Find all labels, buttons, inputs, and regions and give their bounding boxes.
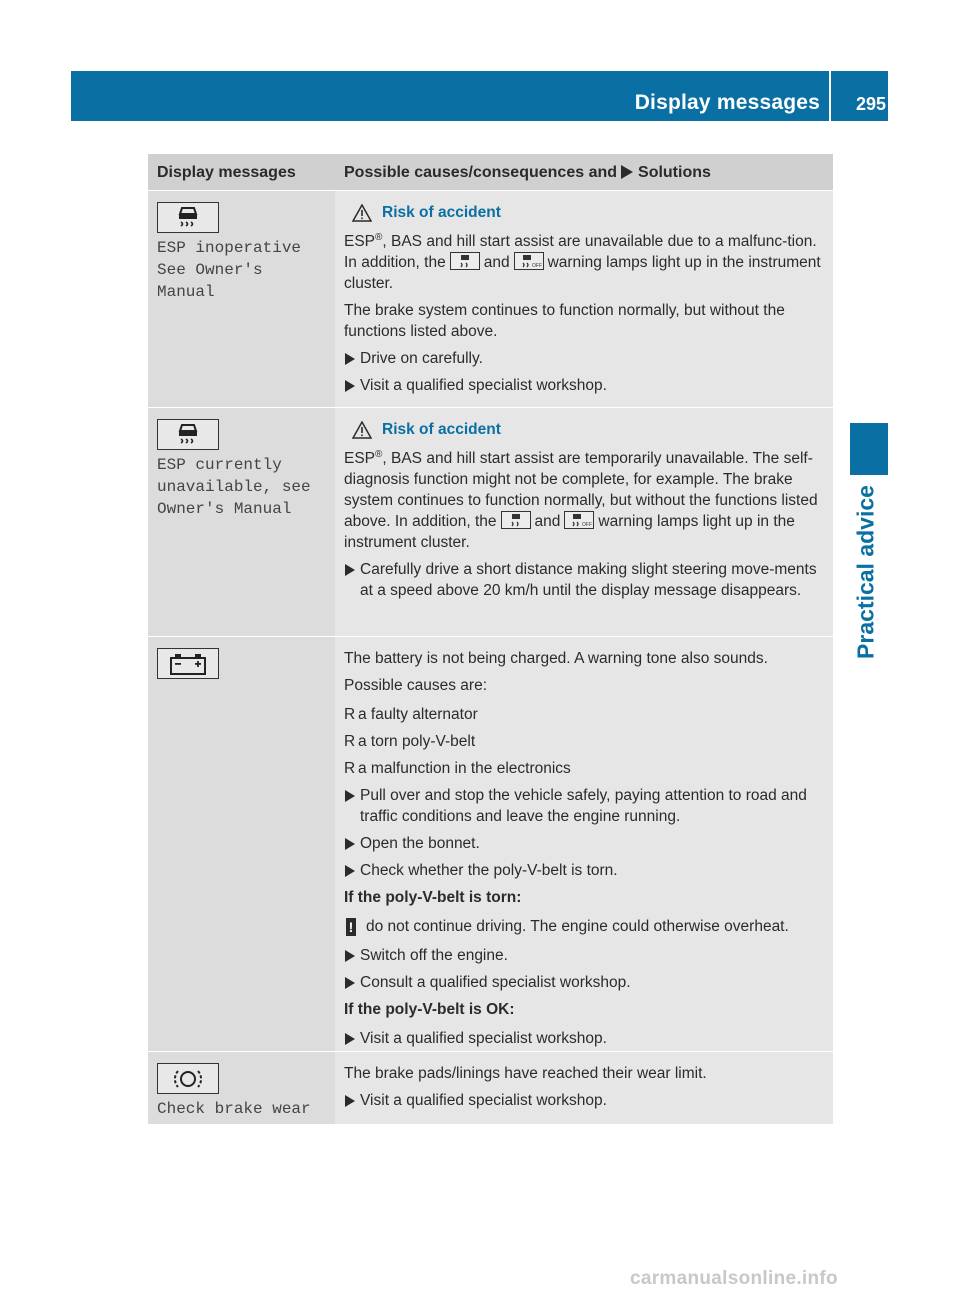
header-divider [829,71,831,121]
col-header-causes [337,162,833,183]
registered-mark: ® [375,231,383,243]
brake-wear-icon [157,1063,219,1094]
solution-cell [337,1052,833,1124]
table-row [148,1051,833,1124]
step-text: Drive on carefully. [360,350,483,367]
triangle-arrow-icon [621,165,633,179]
paragraph: The battery is not being charged. A warning tone also sounds. [344,650,768,667]
instruction-step [344,375,827,396]
table-row [148,407,833,636]
message-text [157,237,327,303]
step-arrow-icon [344,945,360,966]
instruction-step [344,833,827,854]
instruction-step [344,348,827,369]
text-span: warning lamps light up in the instrument cluster. [344,254,821,292]
step-text: Consult a qualified specialist workshop. [360,974,631,991]
text-span: , BAS and hill start assist are unavailable due to a malfunc-tion. In addition, the [344,233,817,271]
side-chapter-label [840,482,892,662]
step-text: Visit a qualified specialist workshop. [360,1092,607,1109]
warning-heading [352,419,827,440]
svg-text:OFF: OFF [531,263,542,269]
step-arrow-icon [344,1090,360,1111]
instruction-step [344,1028,827,1049]
step-text: Carefully drive a short distance making slight steering move-ments at a speed above 20 km/h until the display message disappears. [360,561,817,599]
list-item [344,731,827,752]
page-number: 295 [855,94,886,114]
bullet-mark: R [344,706,356,723]
esp-car-icon [501,511,531,529]
paragraph: The brake system continues to function normally, but without the functions listed above. [344,302,785,340]
step-arrow-icon [344,785,360,827]
esp-car-icon [450,252,480,270]
display-messages-table [148,154,833,1124]
warning-heading [352,202,827,223]
table-row [148,190,833,407]
col-header-solutions-label: Solutions [638,163,711,181]
instruction-step [344,785,827,827]
step-arrow-icon [344,833,360,854]
paragraph [344,231,827,294]
esp-off-icon [514,252,544,270]
step-arrow-icon [344,1028,360,1049]
instruction-step [344,559,827,601]
side-tab-marker [850,423,888,475]
bullet-mark: R [344,760,356,777]
paragraph: Possible causes are: [344,677,488,694]
text-span: warning lamps light up in the instrument cluster. [344,513,795,551]
message-line: See Owner's Manual [157,261,263,301]
step-arrow-icon [344,348,360,369]
esp-car-icon [157,202,219,233]
registered-mark: ® [375,448,383,460]
watermark: carmanualsonline.info [630,1268,838,1289]
message-cell [148,191,335,407]
page-header [71,71,888,121]
text-span: , BAS and hill start assist are temporarily unavailable. The self-diagnosis function might not be complete, for example. The brake system continues to function normally, but without the functions listed above. In addition, the [344,450,818,530]
paragraph [344,448,827,553]
paragraph: The brake pads/linings have reached their wear limit. [344,1065,707,1082]
col-header-causes-label: Possible causes/consequences and [344,163,618,181]
message-cell [148,637,335,1051]
list-item [344,704,827,725]
step-text: Open the bonnet. [360,835,480,852]
table-header [148,154,833,190]
side-chapter-text: Practical advice [852,485,879,659]
message-text [157,454,327,520]
instruction-step [344,945,827,966]
condition-heading: If the poly-V-belt is torn: [344,889,522,906]
list-item [344,758,827,779]
list-item-text: a torn poly-V-belt [358,733,476,750]
message-line: Check brake wear [157,1100,311,1118]
message-line: ESP currently [157,456,282,474]
text-esp: ESP [344,233,376,250]
warning-title: Risk of accident [382,204,501,221]
esp-car-icon [157,419,219,450]
message-line: unavailable, see [157,478,311,496]
step-text: Check whether the poly-V-belt is torn. [360,862,618,879]
table-row [148,636,833,1051]
step-text: Pull over and stop the vehicle safely, paying attention to road and traffic conditions and leave the engine running. [360,787,807,825]
instruction-step [344,972,827,993]
list-item-text: a faulty alternator [358,706,478,723]
warning-triangle-icon [352,204,372,222]
step-arrow-icon [344,860,360,881]
bullet-mark: R [344,733,356,750]
list-item-text: a malfunction in the electronics [358,760,571,777]
message-line: Owner's Manual [157,500,292,518]
instruction-step [344,860,827,881]
solution-cell [337,637,833,1051]
text-esp: ESP [344,450,376,467]
message-cell [148,1052,335,1124]
step-arrow-icon [344,559,360,601]
exclamation-icon: ! [346,918,356,936]
step-text: Switch off the engine. [360,947,508,964]
battery-icon [157,648,219,679]
step-text: Visit a qualified specialist workshop. [360,1030,607,1047]
step-text: Visit a qualified specialist workshop. [360,377,607,394]
message-cell [148,408,335,636]
message-text [157,1098,327,1120]
note-text: do not continue driving. The engine could otherwise overheat. [366,918,789,935]
solution-cell [337,191,833,407]
step-arrow-icon [344,375,360,396]
text-span: and [483,254,510,271]
caution-note [344,916,827,937]
esp-off-icon [564,511,594,529]
step-arrow-icon [344,972,360,993]
solution-cell [337,408,833,636]
svg-text:OFF: OFF [582,522,593,528]
col-header-messages: Display messages [157,163,296,181]
text-span: and [534,513,561,530]
section-title: Display messages [634,91,820,114]
instruction-step [344,1090,827,1111]
warning-triangle-icon [352,421,372,439]
condition-heading: If the poly-V-belt is OK: [344,1001,515,1018]
message-line: ESP inoperative [157,239,302,257]
warning-title: Risk of accident [382,421,501,438]
